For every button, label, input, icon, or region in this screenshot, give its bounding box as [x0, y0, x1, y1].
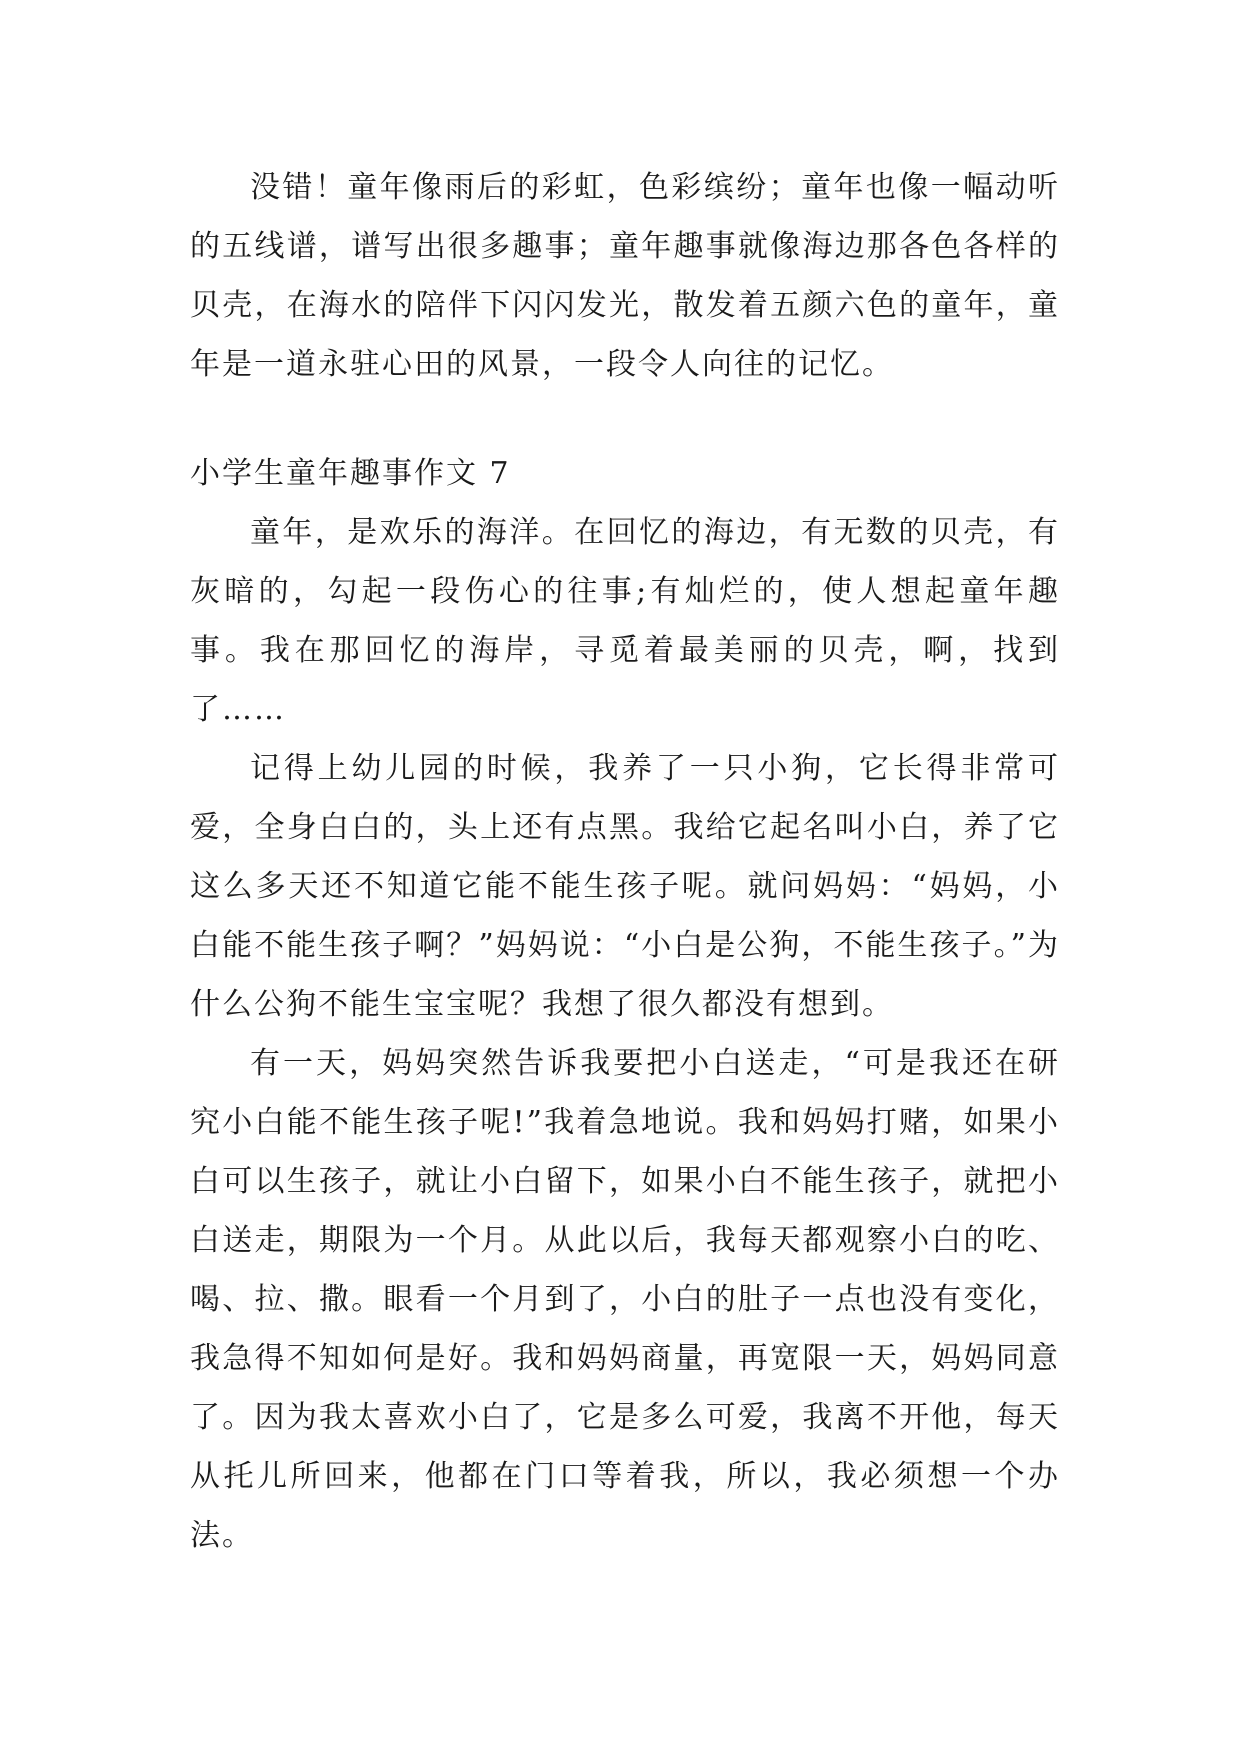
- document-body: [190, 158, 1060, 1565]
- paragraph-intro: 没错！童年像雨后的彩虹，色彩缤纷；童年也像一幅动听的五线谱，谱写出很多趣事；童年趣事就像海边那各色各样的贝壳，在海水的陪伴下闪闪发光，散发着五颜六色的童年，童年是一道永驻心田的风景，一段令人向往的记忆。: [190, 170, 1060, 382]
- paragraph-3: 有一天，妈妈突然告诉我要把小白送走，“可是我还在研究小白能不能生孩子呢!”我着急地说。我和妈妈打赌，如果小白可以生孩子，就让小白留下，如果小白不能生孩子，就把小白送走，期限为一个月。从此以后，我每天都观察小白的吃、喝、拉、撒。眼看一个月到了，小白的肚子一点也没有变化，我急得不知如何是好。我和妈妈商量，再宽限一天，妈妈同意了。因为我太喜欢小白了，它是多么可爱，我离不开他，每天从托儿所回来，他都在门口等着我，所以，我必须想一个办法。: [190, 1046, 1060, 1553]
- paragraph-1: 童年，是欢乐的海洋。在回忆的海边，有无数的贝壳，有灰暗的，勾起一段伤心的往事;有灿烂的，使人想起童年趣事。我在那回忆的海岸，寻觅着最美丽的贝壳，啊，找到了……: [190, 515, 1060, 727]
- section-title: 小学生童年趣事作文 7: [190, 456, 511, 491]
- paragraph-2: 记得上幼儿园的时候，我养了一只小狗，它长得非常可爱，全身白白的，头上还有点黑。我给它起名叫小白，养了它这么多天还不知道它能不能生孩子呢。就问妈妈：“妈妈，小白能不能生孩子啊？”妈妈说：“小白是公狗，不能生孩子。”为什么公狗不能生宝宝呢？我想了很久都没有想到。: [190, 751, 1060, 1022]
